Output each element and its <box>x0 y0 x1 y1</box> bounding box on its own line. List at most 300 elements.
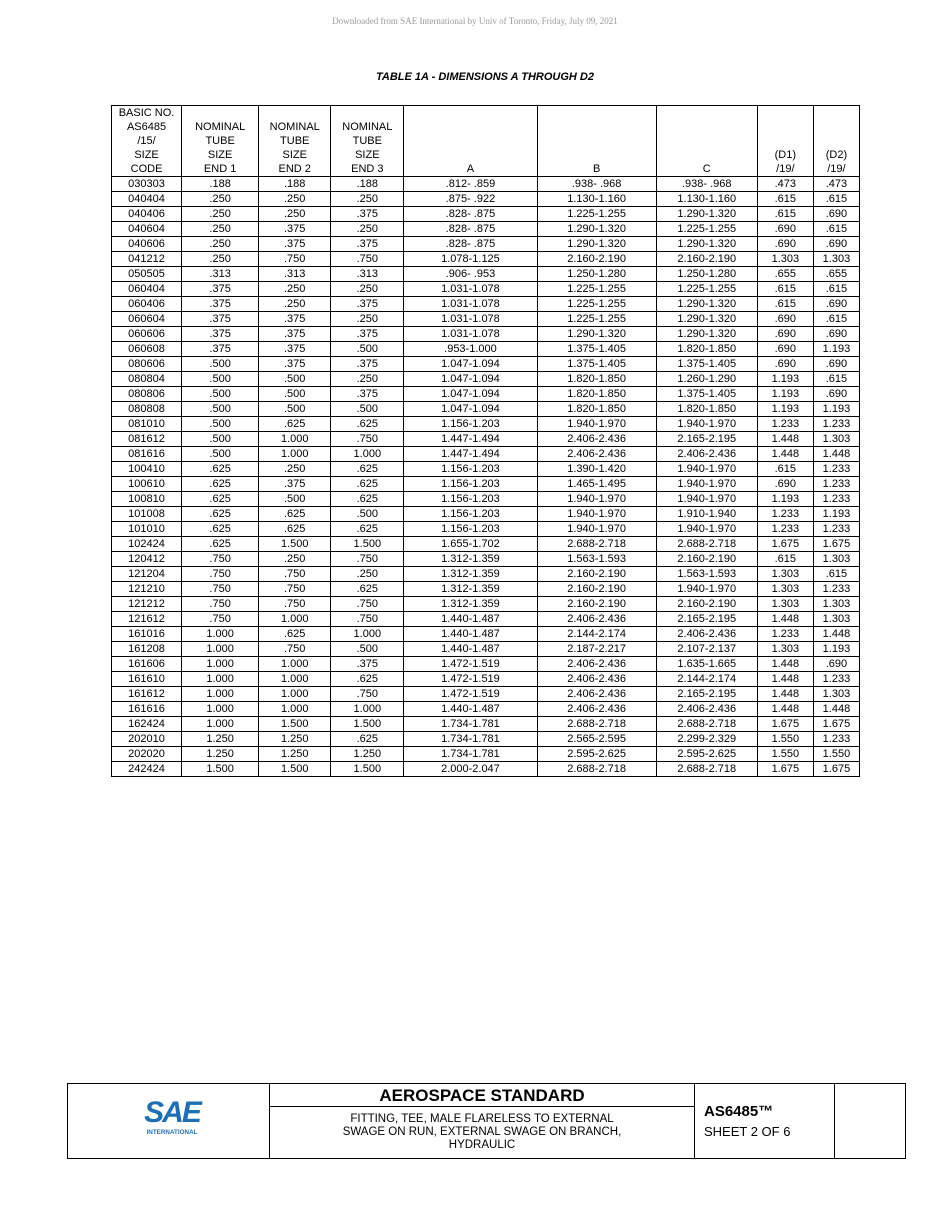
cell-size-code: 100410 <box>112 462 182 477</box>
cell-b: 1.820-1.850 <box>537 402 656 417</box>
cell-a: .828- .875 <box>404 237 537 252</box>
cell-d2: 1.675 <box>813 537 859 552</box>
cell-b: 1.390-1.420 <box>537 462 656 477</box>
cell-end1: 1.000 <box>182 627 259 642</box>
cell-a: 1.078-1.125 <box>404 252 537 267</box>
cell-c: 2.165-2.195 <box>656 612 757 627</box>
cell-end1: .500 <box>182 387 259 402</box>
table-row <box>112 582 860 597</box>
cell-b: 2.688-2.718 <box>537 537 656 552</box>
cell-end3: .375 <box>331 387 404 402</box>
cell-end3: .750 <box>331 687 404 702</box>
cell-b: 2.160-2.190 <box>537 582 656 597</box>
cell-c: 1.290-1.320 <box>656 207 757 222</box>
cell-c: 2.160-2.190 <box>656 597 757 612</box>
cell-d2: 1.233 <box>813 462 859 477</box>
cell-a: .828- .875 <box>404 222 537 237</box>
cell-c: 1.375-1.405 <box>656 357 757 372</box>
cell-size-code: 100810 <box>112 492 182 507</box>
col-header-end2: NOMINAL TUBE SIZE END 2 <box>259 106 331 177</box>
cell-a: 1.156-1.203 <box>404 462 537 477</box>
table-row <box>112 312 860 327</box>
cell-d1: 1.448 <box>757 432 813 447</box>
table-body <box>112 177 860 777</box>
cell-size-code: 040606 <box>112 237 182 252</box>
cell-size-code: 101010 <box>112 522 182 537</box>
cell-a: 1.472-1.519 <box>404 657 537 672</box>
cell-d1: .615 <box>757 207 813 222</box>
cell-d1: 1.193 <box>757 387 813 402</box>
cell-c: 1.290-1.320 <box>656 327 757 342</box>
cell-end3: .375 <box>331 357 404 372</box>
cell-d2: 1.448 <box>813 447 859 462</box>
cell-end2: .750 <box>259 567 331 582</box>
table-row <box>112 657 860 672</box>
cell-end2: 1.000 <box>259 447 331 462</box>
cell-end2: .750 <box>259 642 331 657</box>
table-row <box>112 387 860 402</box>
cell-c: 1.290-1.320 <box>656 297 757 312</box>
cell-end1: 1.000 <box>182 642 259 657</box>
cell-d1: 1.550 <box>757 747 813 762</box>
cell-b: 1.250-1.280 <box>537 267 656 282</box>
cell-end1: 1.000 <box>182 657 259 672</box>
cell-d2: 1.303 <box>813 552 859 567</box>
cell-a: 1.047-1.094 <box>404 357 537 372</box>
cell-end2: .500 <box>259 387 331 402</box>
cell-end3: .625 <box>331 417 404 432</box>
cell-d2: .690 <box>813 237 859 252</box>
cell-end1: 1.500 <box>182 762 259 777</box>
cell-c: 2.165-2.195 <box>656 432 757 447</box>
cell-c: 1.290-1.320 <box>656 237 757 252</box>
cell-end3: .625 <box>331 477 404 492</box>
cell-c: 1.563-1.593 <box>656 567 757 582</box>
cell-end3: .625 <box>331 582 404 597</box>
cell-d1: .615 <box>757 282 813 297</box>
cell-a: 1.734-1.781 <box>404 732 537 747</box>
document-number: AS6485™ <box>704 1103 774 1120</box>
cell-d2: .615 <box>813 222 859 237</box>
cell-end3: .750 <box>331 552 404 567</box>
cell-end2: .375 <box>259 357 331 372</box>
cell-end3: 1.000 <box>331 447 404 462</box>
cell-d1: 1.448 <box>757 672 813 687</box>
cell-end2: .500 <box>259 402 331 417</box>
table-row <box>112 207 860 222</box>
cell-size-code: 100610 <box>112 477 182 492</box>
cell-c: 1.225-1.255 <box>656 282 757 297</box>
cell-a: .953-1.000 <box>404 342 537 357</box>
cell-end2: .625 <box>259 627 331 642</box>
cell-end3: .750 <box>331 432 404 447</box>
cell-size-code: 121210 <box>112 582 182 597</box>
cell-b: 1.290-1.320 <box>537 222 656 237</box>
cell-end1: .625 <box>182 507 259 522</box>
cell-end3: .375 <box>331 297 404 312</box>
cell-a: 1.047-1.094 <box>404 372 537 387</box>
cell-c: 1.940-1.970 <box>656 522 757 537</box>
col-header-a: A <box>404 106 537 177</box>
cell-end3: 1.500 <box>331 762 404 777</box>
cell-d2: 1.233 <box>813 522 859 537</box>
cell-c: 1.910-1.940 <box>656 507 757 522</box>
cell-end1: .250 <box>182 237 259 252</box>
cell-d2: 1.233 <box>813 672 859 687</box>
cell-c: 1.820-1.850 <box>656 402 757 417</box>
logo-cell <box>68 1084 270 1158</box>
cell-b: 2.144-2.174 <box>537 627 656 642</box>
cell-d1: .690 <box>757 237 813 252</box>
cell-size-code: 161610 <box>112 672 182 687</box>
cell-end1: .250 <box>182 252 259 267</box>
cell-a: 1.472-1.519 <box>404 672 537 687</box>
cell-a: .906- .953 <box>404 267 537 282</box>
table-row <box>112 732 860 747</box>
cell-b: 2.406-2.436 <box>537 687 656 702</box>
cell-d2: 1.193 <box>813 342 859 357</box>
cell-size-code: 161016 <box>112 627 182 642</box>
cell-a: 1.312-1.359 <box>404 552 537 567</box>
table-row <box>112 372 860 387</box>
cell-a: 1.472-1.519 <box>404 687 537 702</box>
cell-end1: .375 <box>182 312 259 327</box>
table-row <box>112 522 860 537</box>
cell-d2: .655 <box>813 267 859 282</box>
table-row <box>112 192 860 207</box>
cell-end3: .375 <box>331 657 404 672</box>
cell-end2: .250 <box>259 192 331 207</box>
cell-end1: .500 <box>182 357 259 372</box>
cell-b: 1.820-1.850 <box>537 387 656 402</box>
table-row <box>112 297 860 312</box>
cell-d1: 1.233 <box>757 627 813 642</box>
cell-d2: 1.448 <box>813 702 859 717</box>
cell-size-code: 080808 <box>112 402 182 417</box>
cell-a: 1.440-1.487 <box>404 612 537 627</box>
table-row <box>112 237 860 252</box>
cell-d1: 1.303 <box>757 582 813 597</box>
cell-end1: .250 <box>182 222 259 237</box>
cell-d2: 1.193 <box>813 642 859 657</box>
cell-c: 2.299-2.329 <box>656 732 757 747</box>
cell-size-code: 161612 <box>112 687 182 702</box>
cell-c: 2.406-2.436 <box>656 447 757 462</box>
cell-b: 1.820-1.850 <box>537 372 656 387</box>
cell-end2: 1.500 <box>259 762 331 777</box>
cell-end2: .625 <box>259 507 331 522</box>
cell-size-code: 202020 <box>112 747 182 762</box>
cell-size-code: 121612 <box>112 612 182 627</box>
cell-d2: 1.303 <box>813 687 859 702</box>
cell-end2: 1.000 <box>259 432 331 447</box>
cell-a: 1.031-1.078 <box>404 297 537 312</box>
cell-size-code: 060406 <box>112 297 182 312</box>
cell-a: 1.031-1.078 <box>404 282 537 297</box>
cell-d1: 1.675 <box>757 762 813 777</box>
table-row <box>112 597 860 612</box>
cell-end2: .250 <box>259 282 331 297</box>
cell-c: 2.160-2.190 <box>656 252 757 267</box>
table-row <box>112 552 860 567</box>
cell-end3: .375 <box>331 237 404 252</box>
cell-end3: .250 <box>331 222 404 237</box>
cell-a: 1.312-1.359 <box>404 567 537 582</box>
cell-size-code: 060606 <box>112 327 182 342</box>
cell-d1: 1.448 <box>757 612 813 627</box>
table-row <box>112 612 860 627</box>
cell-d1: 1.675 <box>757 537 813 552</box>
cell-c: 1.940-1.970 <box>656 417 757 432</box>
cell-end1: .250 <box>182 192 259 207</box>
cell-d1: .690 <box>757 312 813 327</box>
sheet-number: SHEET 2 OF 6 <box>704 1124 791 1139</box>
cell-end3: .500 <box>331 642 404 657</box>
cell-b: 1.225-1.255 <box>537 207 656 222</box>
table-row <box>112 417 860 432</box>
cell-b: 2.688-2.718 <box>537 717 656 732</box>
table-row <box>112 717 860 732</box>
cell-d1: 1.193 <box>757 402 813 417</box>
cell-c: 1.635-1.665 <box>656 657 757 672</box>
cell-d1: .615 <box>757 462 813 477</box>
cell-end3: .250 <box>331 192 404 207</box>
cell-size-code: 101008 <box>112 507 182 522</box>
cell-end3: 1.250 <box>331 747 404 762</box>
cell-end3: 1.000 <box>331 702 404 717</box>
cell-end3: .250 <box>331 312 404 327</box>
cell-c: 1.130-1.160 <box>656 192 757 207</box>
cell-a: 1.156-1.203 <box>404 492 537 507</box>
cell-b: 1.940-1.970 <box>537 417 656 432</box>
cell-d2: 1.303 <box>813 612 859 627</box>
cell-end3: .500 <box>331 342 404 357</box>
cell-b: 1.375-1.405 <box>537 342 656 357</box>
table-row <box>112 567 860 582</box>
cell-a: 1.734-1.781 <box>404 717 537 732</box>
sae-logo <box>137 1094 207 1140</box>
cell-b: .938- .968 <box>537 177 656 192</box>
cell-size-code: 161208 <box>112 642 182 657</box>
title-block <box>67 1083 906 1159</box>
table-row <box>112 462 860 477</box>
table-row <box>112 672 860 687</box>
cell-size-code: 040404 <box>112 192 182 207</box>
cell-end3: 1.500 <box>331 717 404 732</box>
cell-a: .828- .875 <box>404 207 537 222</box>
cell-d1: 1.303 <box>757 642 813 657</box>
cell-end2: 1.250 <box>259 732 331 747</box>
cell-end3: .625 <box>331 672 404 687</box>
cell-size-code: 202010 <box>112 732 182 747</box>
cell-d1: .615 <box>757 192 813 207</box>
cell-d2: 1.233 <box>813 582 859 597</box>
cell-size-code: 162424 <box>112 717 182 732</box>
document-number-cell <box>695 1084 835 1158</box>
cell-end2: 1.000 <box>259 702 331 717</box>
cell-size-code: 081010 <box>112 417 182 432</box>
cell-end1: .500 <box>182 372 259 387</box>
cell-d1: 1.303 <box>757 252 813 267</box>
cell-d2: 1.233 <box>813 417 859 432</box>
cell-d2: .690 <box>813 327 859 342</box>
col-header-d2: (D2) /19/ <box>813 106 859 177</box>
cell-a: 1.156-1.203 <box>404 522 537 537</box>
dimensions-table <box>111 105 860 777</box>
cell-a: 1.440-1.487 <box>404 702 537 717</box>
col-header-end1: NOMINAL TUBE SIZE END 1 <box>182 106 259 177</box>
cell-end3: .250 <box>331 567 404 582</box>
cell-end2: 1.000 <box>259 612 331 627</box>
cell-end1: .375 <box>182 327 259 342</box>
cell-end1: .188 <box>182 177 259 192</box>
cell-b: 2.406-2.436 <box>537 432 656 447</box>
cell-end1: .625 <box>182 477 259 492</box>
cell-d2: .473 <box>813 177 859 192</box>
cell-d2: 1.193 <box>813 507 859 522</box>
cell-c: 2.688-2.718 <box>656 762 757 777</box>
cell-a: 1.312-1.359 <box>404 582 537 597</box>
cell-c: 1.290-1.320 <box>656 312 757 327</box>
cell-end2: .375 <box>259 327 331 342</box>
cell-d2: 1.233 <box>813 732 859 747</box>
cell-d1: .615 <box>757 552 813 567</box>
cell-end1: .625 <box>182 522 259 537</box>
cell-end2: 1.000 <box>259 687 331 702</box>
cell-end3: .750 <box>331 252 404 267</box>
cell-end3: .625 <box>331 522 404 537</box>
cell-b: 2.160-2.190 <box>537 252 656 267</box>
cell-end3: .375 <box>331 327 404 342</box>
col-header-c: C <box>656 106 757 177</box>
cell-end2: .750 <box>259 252 331 267</box>
cell-c: 2.595-2.625 <box>656 747 757 762</box>
cell-end1: .750 <box>182 582 259 597</box>
cell-a: 1.312-1.359 <box>404 597 537 612</box>
cell-b: 1.225-1.255 <box>537 312 656 327</box>
cell-end2: .313 <box>259 267 331 282</box>
cell-d1: 1.448 <box>757 657 813 672</box>
cell-a: 1.156-1.203 <box>404 417 537 432</box>
cell-d1: 1.448 <box>757 702 813 717</box>
cell-size-code: 060604 <box>112 312 182 327</box>
cell-b: 1.563-1.593 <box>537 552 656 567</box>
cell-size-code: 060404 <box>112 282 182 297</box>
cell-size-code: 102424 <box>112 537 182 552</box>
cell-d2: 1.193 <box>813 402 859 417</box>
col-header-end3: NOMINAL TUBE SIZE END 3 <box>331 106 404 177</box>
cell-end1: 1.250 <box>182 747 259 762</box>
table-title: TABLE 1A - DIMENSIONS A THROUGH D2 <box>376 71 594 83</box>
cell-end2: .500 <box>259 492 331 507</box>
cell-c: 1.940-1.970 <box>656 582 757 597</box>
cell-end2: .625 <box>259 522 331 537</box>
cell-end2: 1.000 <box>259 657 331 672</box>
cell-end1: .750 <box>182 552 259 567</box>
cell-b: 1.130-1.160 <box>537 192 656 207</box>
cell-end1: .625 <box>182 492 259 507</box>
cell-b: 2.595-2.625 <box>537 747 656 762</box>
cell-a: 1.031-1.078 <box>404 327 537 342</box>
cell-c: 2.144-2.174 <box>656 672 757 687</box>
cell-d2: 1.303 <box>813 597 859 612</box>
cell-d1: .690 <box>757 357 813 372</box>
cell-size-code: 030303 <box>112 177 182 192</box>
cell-end1: .625 <box>182 537 259 552</box>
cell-end1: .500 <box>182 447 259 462</box>
cell-d1: .690 <box>757 327 813 342</box>
cell-size-code: 081616 <box>112 447 182 462</box>
cell-d1: .690 <box>757 342 813 357</box>
table-row <box>112 702 860 717</box>
cell-end3: .188 <box>331 177 404 192</box>
cell-d1: 1.303 <box>757 567 813 582</box>
cell-size-code: 242424 <box>112 762 182 777</box>
table-row <box>112 342 860 357</box>
cell-end3: .375 <box>331 207 404 222</box>
cell-end1: 1.250 <box>182 732 259 747</box>
table-row <box>112 222 860 237</box>
cell-a: 1.031-1.078 <box>404 312 537 327</box>
cell-end3: .313 <box>331 267 404 282</box>
cell-end2: .250 <box>259 462 331 477</box>
cell-c: .938- .968 <box>656 177 757 192</box>
cell-b: 1.940-1.970 <box>537 492 656 507</box>
cell-b: 2.406-2.436 <box>537 702 656 717</box>
cell-b: 2.187-2.217 <box>537 642 656 657</box>
cell-end1: .625 <box>182 462 259 477</box>
cell-a: 1.447-1.494 <box>404 432 537 447</box>
cell-size-code: 080804 <box>112 372 182 387</box>
cell-size-code: 161606 <box>112 657 182 672</box>
cell-end2: 1.250 <box>259 747 331 762</box>
cell-end3: 1.500 <box>331 537 404 552</box>
cell-end2: .625 <box>259 417 331 432</box>
table-header-row <box>112 106 860 177</box>
cell-end1: .500 <box>182 402 259 417</box>
cell-end1: .375 <box>182 297 259 312</box>
table-row <box>112 537 860 552</box>
cell-end1: .500 <box>182 417 259 432</box>
table-row <box>112 267 860 282</box>
cell-b: 2.406-2.436 <box>537 672 656 687</box>
sae-logo-text: SAE <box>144 1096 200 1129</box>
cell-c: 2.688-2.718 <box>656 537 757 552</box>
cell-b: 1.940-1.970 <box>537 507 656 522</box>
cell-end1: .500 <box>182 432 259 447</box>
blank-cell <box>835 1084 905 1158</box>
cell-d1: 1.193 <box>757 372 813 387</box>
cell-d1: 1.550 <box>757 732 813 747</box>
cell-size-code: 120412 <box>112 552 182 567</box>
cell-b: 1.465-1.495 <box>537 477 656 492</box>
cell-end3: .250 <box>331 372 404 387</box>
cell-d1: 1.675 <box>757 717 813 732</box>
cell-c: 2.406-2.436 <box>656 627 757 642</box>
cell-a: 1.655-1.702 <box>404 537 537 552</box>
cell-end2: .500 <box>259 372 331 387</box>
cell-a: 1.156-1.203 <box>404 477 537 492</box>
cell-a: 1.156-1.203 <box>404 507 537 522</box>
cell-end2: .375 <box>259 312 331 327</box>
cell-d1: .690 <box>757 222 813 237</box>
cell-size-code: 060608 <box>112 342 182 357</box>
table-row <box>112 747 860 762</box>
cell-size-code: 041212 <box>112 252 182 267</box>
cell-c: 1.225-1.255 <box>656 222 757 237</box>
cell-end2: .250 <box>259 207 331 222</box>
cell-a: 1.047-1.094 <box>404 402 537 417</box>
